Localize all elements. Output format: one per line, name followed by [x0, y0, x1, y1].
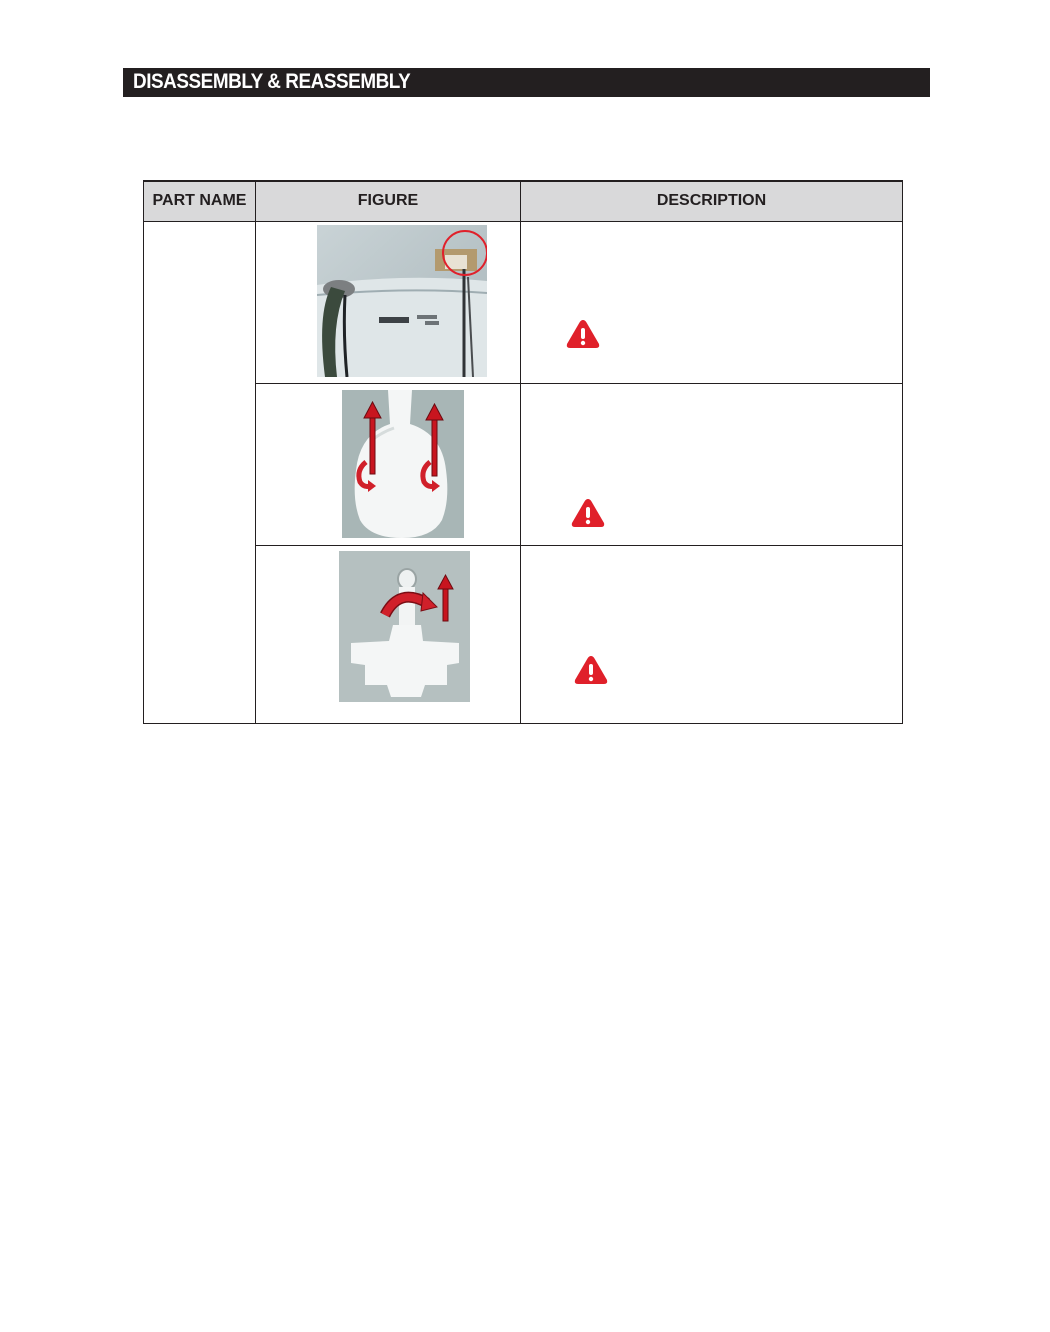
figure-cell — [256, 383, 521, 545]
figure-cell — [256, 221, 521, 383]
warning-icon — [573, 654, 609, 686]
header-description: DESCRIPTION — [521, 181, 903, 221]
table-row — [144, 545, 903, 723]
warning-icon — [565, 318, 601, 350]
description-cell — [521, 545, 903, 723]
pipe-connector-photo — [317, 225, 487, 377]
figure-cell — [256, 545, 521, 723]
table-row — [144, 221, 903, 383]
table-row — [144, 383, 903, 545]
section-title: DISASSEMBLY & REASSEMBLY — [133, 70, 411, 93]
fitting-rotate-photo — [339, 551, 470, 702]
table-header-row — [144, 181, 903, 221]
parts-table — [143, 180, 903, 724]
header-figure: FIGURE — [256, 181, 521, 221]
description-cell — [521, 383, 903, 545]
cap-rotate-photo — [342, 390, 464, 538]
warning-icon — [570, 497, 606, 529]
description-cell — [521, 221, 903, 383]
part-name-cell — [144, 221, 256, 723]
section-header-bar — [123, 68, 930, 97]
header-part-name: PART NAME — [144, 181, 256, 221]
